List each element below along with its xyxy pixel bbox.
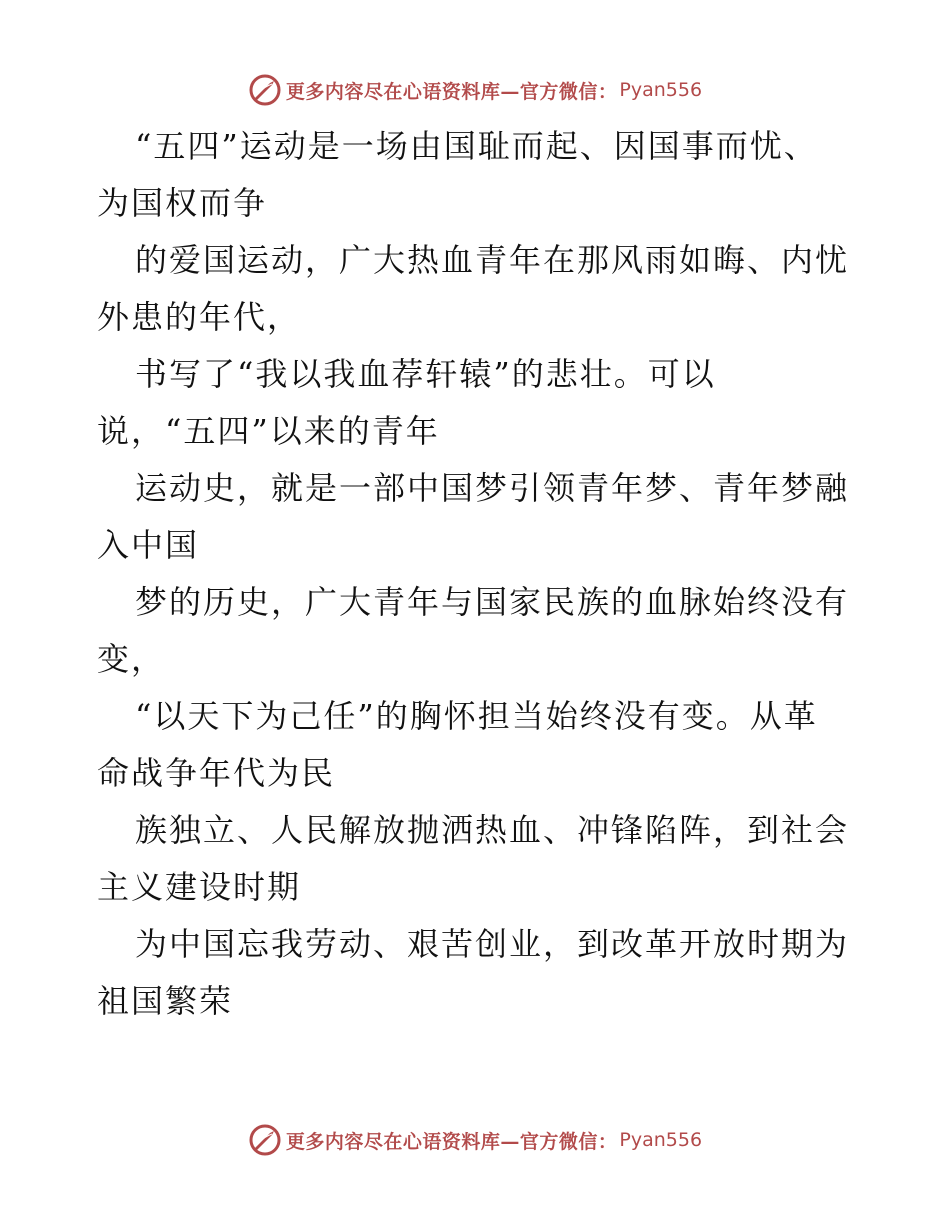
body-line: 主义建设时期 <box>97 868 302 906</box>
body-line: 为国权而争 <box>97 184 268 222</box>
body-line: 说，“五四”以来的青年 <box>97 412 440 450</box>
quill-pen-logo-icon <box>248 1123 282 1157</box>
body-line: 外患的年代， <box>97 298 302 336</box>
body-line: 变， <box>97 640 166 678</box>
body-line: 运动史，就是一部中国梦引领青年梦、青年梦融 <box>135 469 850 507</box>
body-line: 祖国繁荣 <box>97 982 234 1020</box>
body-line: 入中国 <box>97 526 200 564</box>
body-line: 族独立、人民解放抛洒热血、冲锋陷阵，到社会 <box>135 811 850 849</box>
header-banner-text: 更多内容尽在心语资料库—官方微信： <box>285 80 618 103</box>
body-line: “五四”运动是一场由国耻而起、因国事而忧、 <box>135 127 818 165</box>
footer-banner <box>0 1120 950 1160</box>
body-line: 为中国忘我劳动、艰苦创业，到改革开放时期为 <box>135 925 850 963</box>
quill-pen-logo-icon <box>248 73 282 107</box>
body-paragraph <box>97 118 857 1030</box>
footer-banner-text: 更多内容尽在心语资料库—官方微信： <box>285 1130 618 1153</box>
header-banner <box>0 70 950 110</box>
document-body <box>97 118 857 1030</box>
footer-wechat-id: Pyan556 <box>619 1129 703 1151</box>
body-line: 的爱国运动，广大热血青年在那风雨如晦、内忧 <box>135 241 850 279</box>
body-line: 命战争年代为民 <box>97 754 336 792</box>
body-line: 书写了“我以我血荐轩辕”的悲壮。可以 <box>135 355 716 393</box>
header-wechat-id: Pyan556 <box>619 79 703 101</box>
body-line: “以天下为己任”的胸怀担当始终没有变。从革 <box>135 697 818 735</box>
body-line: 梦的历史，广大青年与国家民族的血脉始终没有 <box>135 583 850 621</box>
